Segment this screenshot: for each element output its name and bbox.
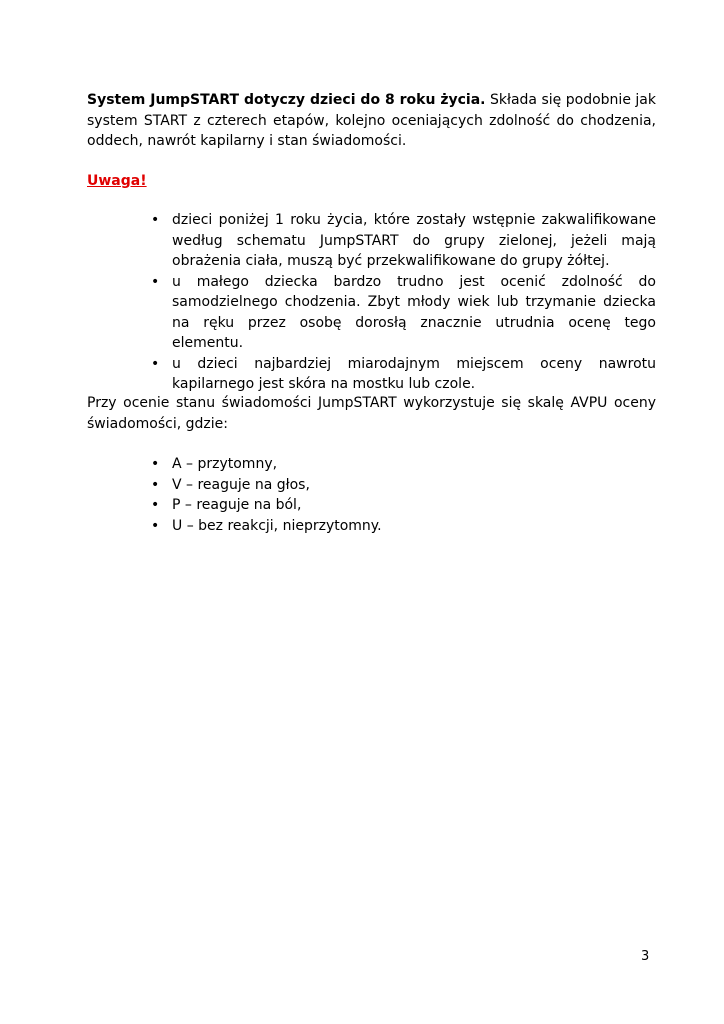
warning-heading: Uwaga! [87,173,147,189]
avpu-intro-paragraph: Przy ocenie stanu świadomości JumpSTART wykorzystuje się skalę AVPU oceny świadomości, gdzie: [87,395,656,432]
list-item [150,354,656,395]
list-item [150,475,656,496]
list-item-text: P – reaguje na ból, [172,497,302,513]
intro-paragraph [87,90,656,152]
list-item [150,210,656,272]
bullet-icon: • [151,355,160,372]
notes-list [150,210,656,395]
list-item-text: u dzieci najbardziej miarodajnym miejscem oceny nawrotu kapilarnego jest skóra na mostku lub czole. [172,355,656,392]
list-item [150,272,656,354]
bullet-icon: • [151,517,160,534]
list-item [150,495,656,516]
intro-text: Składa się podobnie jak system START z czterech etapów, kolejno oceniających zdolność do chodzenia, oddech, nawrót kapilarny i stan świadomości. [87,92,656,149]
intro-bold-text: System JumpSTART dotyczy dzieci do 8 roku życia. [87,92,486,108]
bullet-icon: • [151,212,160,228]
list-item-text: V – reaguje na głos, [172,476,310,493]
bullet-icon: • [151,476,160,493]
bullet-icon: • [151,273,160,290]
list-item-text: dzieci poniżej 1 roku życia, które zostały wstępnie zakwalifikowane według schematu JumpSTART do grupy zielonej, jeżeli mają obrażenia ciała, muszą być przekwalifikowane do grupy żółtej. [172,212,656,269]
avpu-list [150,454,656,536]
list-item [150,516,656,537]
bullet-icon: • [151,456,160,472]
list-item-text: u małego dziecka bardzo trudno jest ocenić zdolność do samodzielnego chodzenia. Zbyt młody wiek lub trzymanie dziecka na ręku przez osobę dorosłą znacznie utrudnia ocenę tego elementu. [172,273,656,351]
list-item [150,454,656,475]
list-item-text: U – bez reakcji, nieprzytomny. [172,517,382,534]
bullet-icon: • [151,497,160,513]
list-item-text: A – przytomny, [172,456,278,472]
page-number: 3 [641,949,650,964]
